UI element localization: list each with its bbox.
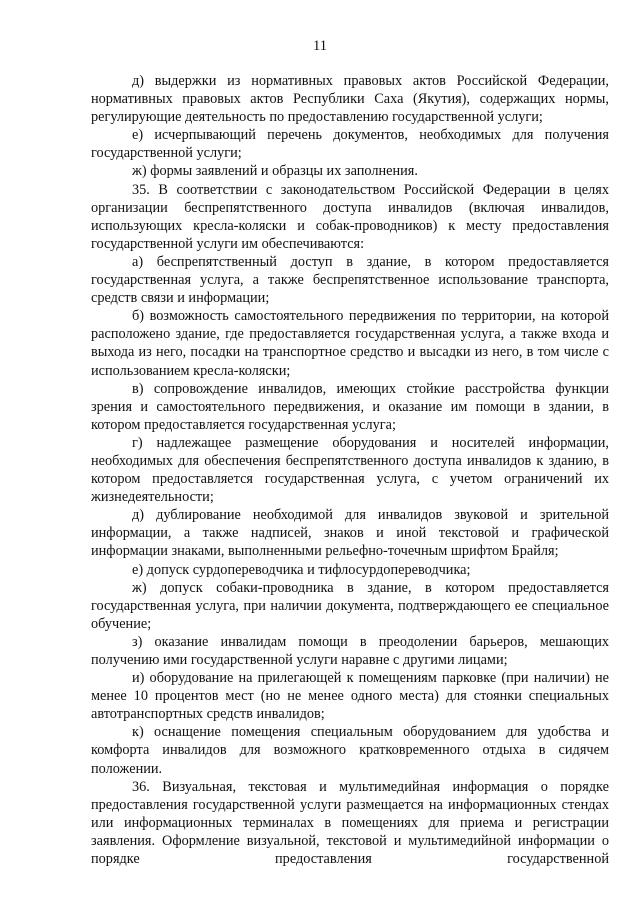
paragraph: а) беспрепятственный доступ в здание, в котором предоставляется государственная услуга, а также беспрепятственное использование транспорта, средств связи и информации; xyxy=(91,253,609,307)
paragraph: в) сопровождение инвалидов, имеющих стойкие расстройства функции зрения и самостоятельного передвижения, и оказание им помощи в здании, в котором предоставляется государственная услуга; xyxy=(91,380,609,433)
paragraph: е) допуск сурдопереводчика и тифлосурдопереводчика; xyxy=(132,561,471,578)
paragraph: ж) формы заявлений и образцы их заполнения. xyxy=(132,163,418,180)
paragraph: д) дублирование необходимой для инвалидов звуковой и зрительной информации, а также надписей, знаков и иной текстовой и графической информации знаками, выполненными рельефно-точечным шрифтом Брайля; xyxy=(91,507,609,560)
paragraph: з) оказание инвалидам помощи в преодолении барьеров, мешающих получению ими государственной услуги наравне с другими лицами; xyxy=(91,633,609,668)
paragraph: 36. Визуальная, текстовая и мультимедийная информация о порядке предоставления государственной услуги размещается на информационных стендах или информационных терминалах в помещениях для приема и регистрации заявления. Оформление визуальной, текстовой и мультимедийной информации о порядке предоставления государственной xyxy=(91,778,609,868)
paragraph: 35. В соответствии с законодательством Российской Федерации в целях организации беспрепятственного доступа инвалидов (включая инвалидов, использующих кресла-коляски и собак-проводников) к месту предоставления государственной услуги им обеспечиваются: xyxy=(91,181,609,252)
document-body xyxy=(91,72,609,868)
page-number: 11 xyxy=(313,38,327,54)
paragraph: г) надлежащее размещение оборудования и носителей информации, необходимых для обеспечения беспрепятственного доступа инвалидов к зданию, в котором предоставляется государственная услуга, с учетом ограничений их жизнедеятельности; xyxy=(91,434,609,506)
paragraph: д) выдержки из нормативных правовых актов Российской Федерации, нормативных правовых актов Республики Саха (Якутия), содержащих нормы, регулирующие деятельность по предоставлению государственной услуги; xyxy=(91,73,609,126)
paragraph: ж) допуск собаки-проводника в здание, в котором предоставляется государственная услуга, при наличии документа, подтверждающего ее специальное обучение; xyxy=(91,579,609,632)
paragraph: е) исчерпывающий перечень документов, необходимых для получения государственной услуги; xyxy=(91,127,609,162)
paragraph: б) возможность самостоятельного передвижения по территории, на которой расположено здание, где предоставляется государственная услуга, а также входа и выхода из него, посадки на транспортное средство и высадки из него, в том числе с использованием кресла-коляски; xyxy=(91,308,609,379)
paragraph: к) оснащение помещения специальным оборудованием для удобства и комфорта инвалидов для возможного кратковременного отдыха в сидячем положении. xyxy=(91,724,609,777)
paragraph: и) оборудование на прилегающей к помещениям парковке (при наличии) не менее 10 процентов мест (но не менее одного места) для стоянки специальных автотранспортных средств инвалидов; xyxy=(91,670,609,723)
